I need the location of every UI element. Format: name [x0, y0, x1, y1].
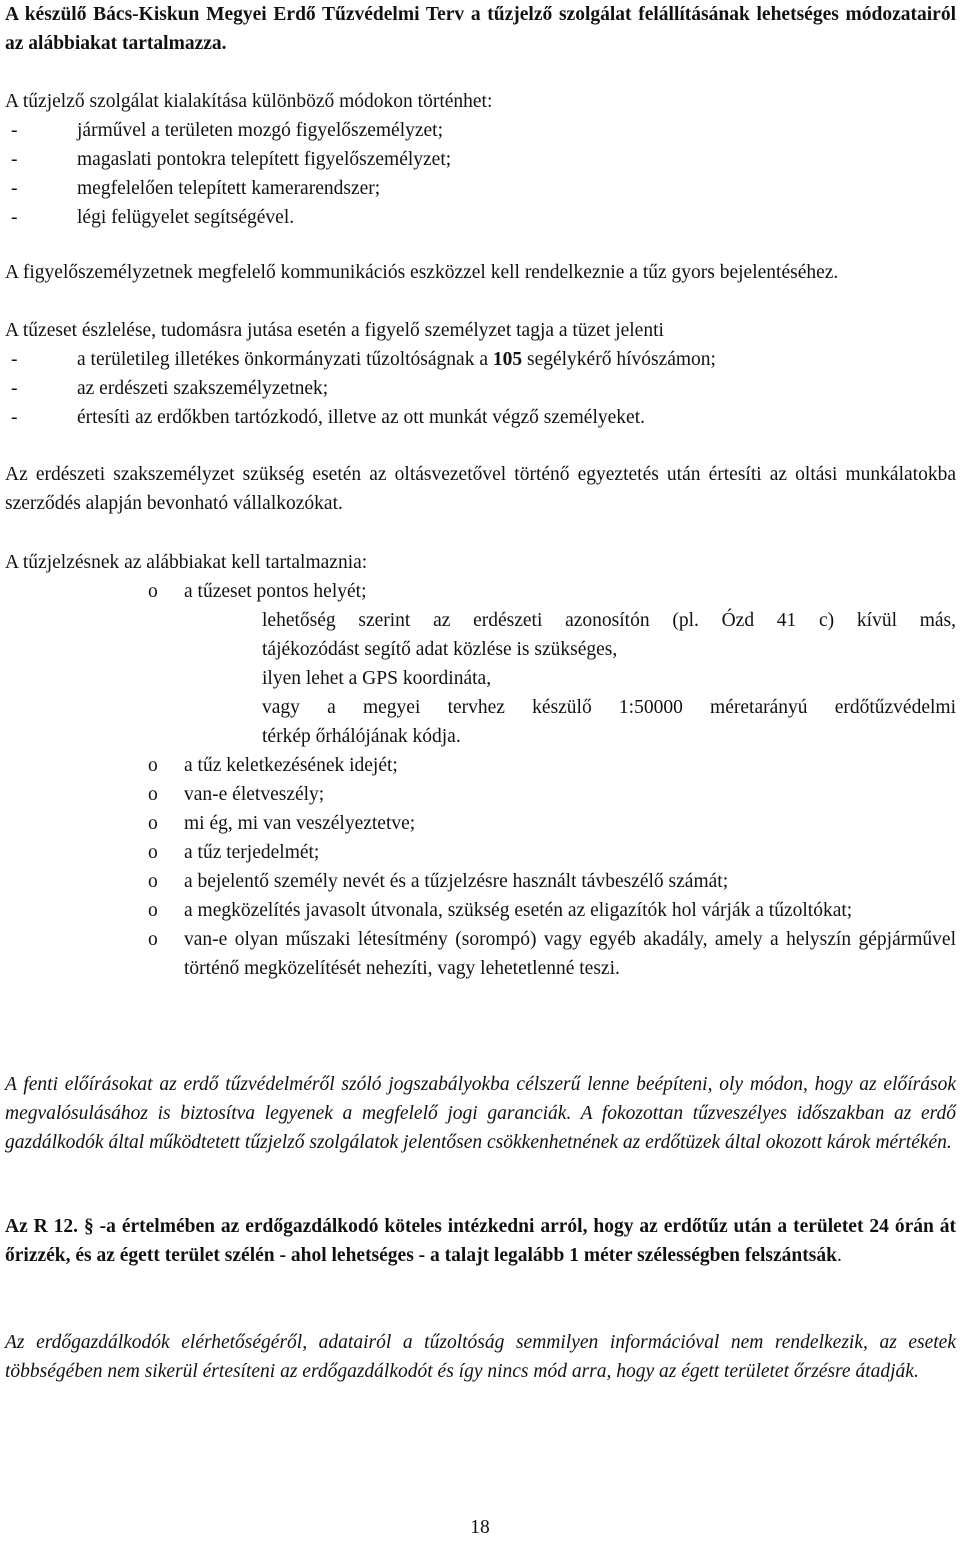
- location-note: vagy a megyei tervhez készülő 1:50000 méretarányú erdőtűzvédelmi: [262, 697, 956, 718]
- modes-list: [5, 116, 956, 232]
- list-item: o mi ég, mi van veszélyeztetve;: [148, 813, 416, 834]
- list-item: - magaslati pontokra telepített figyelőszemélyzet;: [11, 149, 452, 170]
- page-number: 18: [470, 1517, 490, 1538]
- list-item: o a tűz keletkezésének idejét;: [148, 755, 398, 776]
- report-list: [5, 345, 956, 432]
- location-note: lehetőség szerint az erdészeti azonosítón (pl. Ózd 41 c) kívül más,: [262, 610, 956, 631]
- forestry-paragraph: Az erdészeti szakszemélyzet szükség esetén az oltásvezetővel történő egyeztetés után értesíti az oltási munkálatokba szerződés alapján bevonható vállalkozókat.: [5, 464, 956, 514]
- heading: A készülő Bács-Kiskun Megyei Erdő Tűzvédelmi Terv a tűzjelző szolgálat felállításának lehetséges módozatairól az alábbiakat tartalmazza.: [5, 4, 956, 54]
- content-intro: A tűzjelzésnek az alábbiakat kell tartalmaznia:: [5, 552, 368, 573]
- final-note-paragraph: Az erdőgazdálkodók elérhetőségéről, adatairól a tűzoltóság semmilyen információval nem rendelkezik, az esetek többségében nem sikerül értesíteni az erdőgazdálkodót és így nincs mód arra, hogy az égett területet őrzésre átadják.: [5, 1332, 956, 1382]
- list-item: - a területileg illetékes önkormányzati tűzoltóságnak a 105 segélykérő hívószámon;: [11, 349, 716, 370]
- list-item: - légi felügyelet segítségével.: [11, 207, 295, 228]
- location-note: ilyen lehet a GPS koordináta,: [262, 668, 492, 689]
- location-note: térkép őrhálójának kódja.: [262, 726, 461, 747]
- list-item: o a tűzeset pontos helyét;: [148, 581, 367, 602]
- location-note: tájékozódást segítő adat közlése is szükséges,: [262, 639, 618, 660]
- list-item: o a tűz terjedelmét;: [148, 842, 320, 863]
- list-item: o van-e életveszély;: [148, 784, 325, 805]
- location-notes: [262, 606, 956, 751]
- list-item: o van-e olyan műszaki létesítmény (sorompó) vagy egyéb akadály, amely a helyszín gépjárművel történő megközelítését nehezíti, vagy lehetetlenné teszi.: [148, 929, 956, 979]
- list-item: - értesíti az erdőkben tartózkodó, illetve az ott munkát végző személyeket.: [11, 407, 645, 428]
- legal-note-paragraph: A fenti előírásokat az erdő tűzvédelméről szóló jogszabályokba célszerű lenne beépíteni, oly módon, hogy az előírások megvalósulásához is biztosítva legyenek a megfelelő jogi garanciák. A fokozottan tűzveszélyes időszakban az erdő gazdálkodók által működtetett tűzjelző szolgálatok jelentősen csökkenhetnének az erdőtüzek által okozott károk mértékén.: [5, 1074, 956, 1153]
- detection-intro: A tűzeset észlelése, tudomásra jutása esetén a figyelő személyzet tagja a tüzet jelenti: [5, 320, 664, 341]
- list-item: o a bejelentő személy nevét és a tűzjelzésre használt távbeszélő számát;: [148, 871, 729, 892]
- list-item: - járművel a területen mozgó figyelőszemélyzet;: [11, 120, 444, 141]
- regulation-paragraph: Az R 12. § -a értelmében az erdőgazdálkodó köteles intézkedni arról, hogy az erdőtűz után a területet 24 órán át őrizzék, és az égett terület szélén - ahol lehetséges - a talajt legalább 1 méter szélességben felszántsák.: [5, 1216, 956, 1266]
- report-content-list: [5, 751, 956, 983]
- emergency-number: 105: [492, 349, 523, 370]
- location-list: [5, 577, 956, 606]
- list-item: - az erdészeti szakszemélyzetnek;: [11, 378, 329, 399]
- communication-paragraph: A figyelőszemélyzetnek megfelelő kommunikációs eszközzel kell rendelkeznie a tűz gyors bejelentéséhez.: [5, 262, 839, 283]
- list-item: o a megközelítés javasolt útvonala, szükség esetén az eligazítók hol várják a tűzoltókat;: [148, 900, 853, 921]
- list-item: - megfelelően telepített kamerarendszer;: [11, 178, 381, 199]
- modes-intro: A tűzjelző szolgálat kialakítása különböző módokon történhet:: [5, 91, 493, 112]
